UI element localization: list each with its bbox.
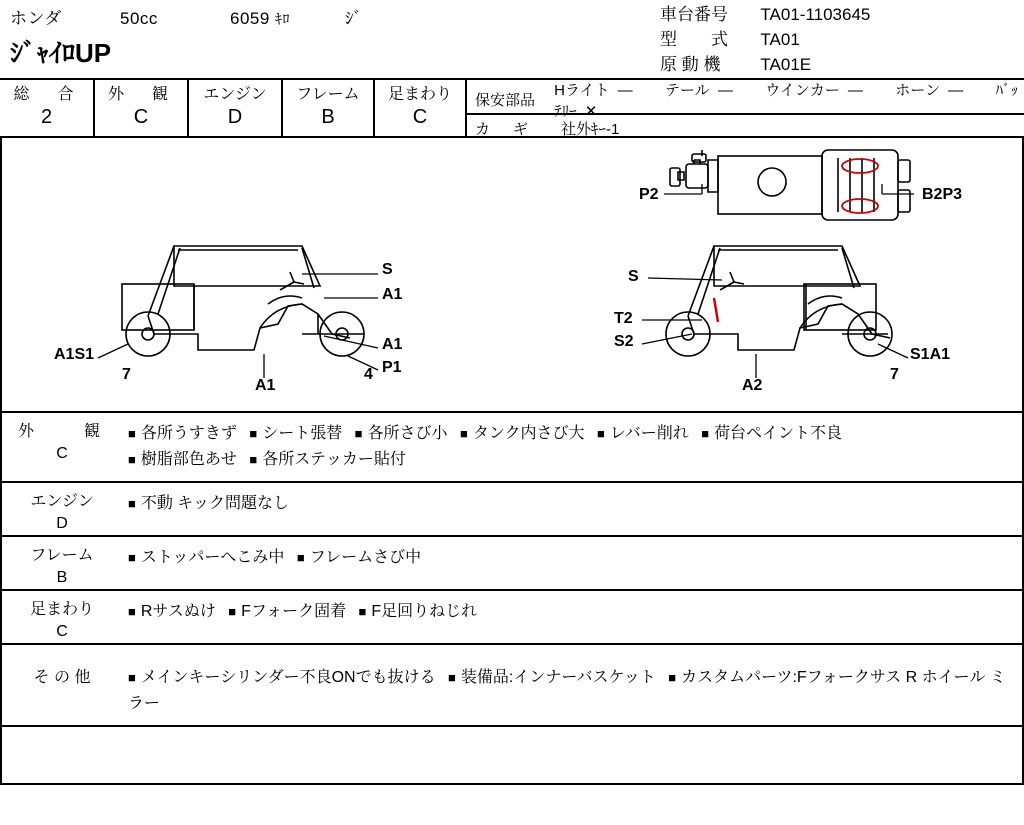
header-right [660, 2, 870, 77]
key-label: カ ギ [475, 121, 533, 138]
remark-item [128, 495, 289, 512]
grade-exterior-value: C [133, 106, 149, 128]
remark-name-frame: フレーム [30, 547, 94, 564]
grade-engine-value: D [227, 106, 243, 128]
safety-item-mark-battery: ✕ [584, 102, 598, 120]
mileage [230, 9, 345, 29]
remark-item-text: レバー削れ [609, 425, 689, 442]
grade-frame-label: フレーム [296, 86, 360, 103]
diagram-svg [2, 138, 1024, 413]
safety-item-mark-winker: ― [847, 81, 863, 99]
safety-parts-cell [467, 80, 1024, 136]
diagram-label-4-left: 4 [364, 366, 373, 383]
safety-item-name-winker: ウインカー [765, 81, 840, 99]
remark-item [128, 451, 237, 468]
remark-name-exterior: 外 観 [17, 423, 106, 440]
remark-item-text: Rサスぬけ [140, 603, 216, 620]
remark-body-other [122, 645, 1022, 725]
type-value: TA01 [760, 30, 800, 49]
chassis-number-row [660, 2, 870, 27]
remark-head-suspension [2, 591, 122, 643]
diagram-label-s-right: S [628, 268, 639, 285]
remark-body-engine [122, 483, 1022, 535]
square-bullet-icon: ■ [701, 426, 710, 441]
remark-item [249, 425, 342, 442]
diagram-label-p2: P2 [639, 186, 659, 203]
remark-row-engine [2, 483, 1022, 537]
diagram-label-p1-left: P1 [382, 359, 402, 376]
square-bullet-icon: ■ [249, 426, 258, 441]
diagram-label-a2: A2 [742, 377, 763, 394]
remark-item [128, 549, 284, 566]
remark-item-text: 各所うすきず [140, 425, 237, 442]
grade-frame-value: B [321, 106, 335, 128]
safety-parts-label: 保安部品 [475, 92, 536, 109]
header-left [10, 0, 650, 70]
engine-value: TA01E [760, 55, 812, 74]
mileage-unit: ｷﾛ [275, 11, 291, 27]
grade-suspension-value: C [412, 106, 428, 128]
remark-item [359, 603, 478, 620]
header-vehicle-summary [10, 0, 650, 29]
damage-diagram [0, 138, 1024, 413]
grade-frame [283, 80, 375, 136]
chassis-number-label: 車台番号 [660, 5, 728, 24]
grade-total [0, 80, 95, 136]
remark-row-other [2, 645, 1022, 727]
diagram-label-7-left: 7 [122, 366, 131, 383]
square-bullet-icon: ■ [128, 426, 136, 441]
remark-item [128, 425, 237, 442]
diagram-label-s1a1: S1A1 [910, 346, 951, 363]
plan-view-leader-lines [664, 184, 914, 194]
grade-engine-label: エンジン [203, 86, 267, 103]
remark-body-exterior [122, 413, 1022, 481]
remark-item-text: フレームさび中 [309, 549, 422, 566]
remark-item-text: タンク内さび大 [472, 425, 585, 442]
safety-item-name-battery: ﾊﾞｯﾃﾘｰ [554, 81, 1018, 120]
remark-head-engine [2, 483, 122, 535]
remark-grade-frame: B [56, 569, 68, 586]
remark-item-text: シート張替 [262, 425, 343, 442]
chassis-number-value: TA01-1103645 [760, 5, 871, 24]
remark-row-exterior [2, 413, 1022, 483]
remark-item [355, 425, 448, 442]
safety-item-name-horn: ホーン [895, 81, 940, 99]
mileage-value: 6059 [230, 9, 270, 28]
remark-item-text: F足回りねじれ [371, 603, 478, 620]
diagram-label-s-left: S [382, 261, 393, 278]
remark-row-suspension [2, 591, 1022, 645]
diagram-label-7-right: 7 [890, 366, 899, 383]
square-bullet-icon: ■ [128, 452, 136, 467]
model-name: ｼﾞｬｲﾛUP [10, 38, 112, 68]
remark-item-text: 装備品:インナーバスケット [460, 669, 656, 686]
remark-grade-engine: D [56, 515, 68, 532]
remark-item [128, 603, 216, 620]
square-bullet-icon: ■ [128, 670, 136, 685]
safety-item-mark-horn: ― [948, 81, 964, 99]
displacement: 50cc [120, 9, 158, 28]
remark-item-text: ストッパーへこみ中 [140, 549, 285, 566]
remark-name-suspension: 足まわり [29, 601, 94, 618]
diagram-label-a1-left-1: A1 [382, 286, 403, 303]
grade-suspension-label: 足まわり [387, 86, 452, 103]
square-bullet-icon: ■ [459, 426, 468, 441]
diagram-label-a1-left-3: A1 [255, 377, 276, 394]
type-label: 型 式 [660, 30, 728, 49]
blank-remark-row [2, 727, 1022, 785]
grade-suspension [375, 80, 467, 136]
remark-item-text: Fフォーク固着 [241, 603, 347, 620]
diagram-label-s2: S2 [614, 333, 634, 350]
type-row [660, 27, 870, 52]
remark-item-text: 各所ステッカー貼付 [262, 451, 406, 468]
square-bullet-icon: ■ [128, 604, 136, 619]
remark-row-frame [2, 537, 1022, 591]
remark-head-exterior [2, 413, 122, 481]
remark-item [128, 669, 436, 686]
remark-body-suspension [122, 591, 1022, 643]
square-bullet-icon: ■ [448, 670, 456, 685]
sheet-header [0, 0, 1024, 78]
remark-item-text: 樹脂部色あせ [140, 451, 237, 468]
grade-total-label: 総 合 [13, 86, 80, 103]
square-bullet-icon: ■ [296, 550, 305, 565]
remark-item [448, 669, 656, 686]
left-view-leader-lines [98, 274, 378, 378]
remark-item [249, 451, 406, 468]
square-bullet-icon: ■ [354, 426, 363, 441]
remark-item-text: メインキーシリンダー不良ONでも抜ける [140, 669, 436, 686]
remark-item-text: 荷台ペイント不良 [714, 425, 843, 442]
square-bullet-icon: ■ [358, 604, 367, 619]
remark-item-text: 不動 キック問題なし [140, 495, 289, 512]
grade-engine [189, 80, 283, 136]
remark-grade-suspension: C [56, 623, 68, 640]
remark-name-other: そ の 他 [33, 669, 91, 686]
right-side-view-scooter [666, 246, 892, 356]
safety-item-mark-hlight: ― [617, 81, 633, 99]
diagram-label-a1s1-left: A1S1 [54, 346, 95, 363]
grade-exterior-label: 外 観 [107, 86, 174, 103]
square-bullet-icon: ■ [249, 452, 258, 467]
engine-label: 原 動 機 [660, 55, 721, 74]
remark-item [228, 603, 346, 620]
key-value: 社外ｷｰ-1 [561, 121, 620, 138]
diagram-label-t2: T2 [614, 310, 633, 327]
diagram-label-a1-left-2: A1 [382, 336, 403, 353]
diagram-label-b2p3: B2P3 [922, 186, 963, 203]
square-bullet-icon: ■ [128, 550, 136, 565]
square-bullet-icon: ■ [228, 604, 237, 619]
square-bullet-icon: ■ [668, 670, 677, 685]
plan-view-damage-marks [842, 159, 878, 213]
safety-item-name-tail: テール [664, 81, 710, 99]
grade-total-value: 2 [40, 106, 53, 128]
remark-head-frame [2, 537, 122, 589]
remark-grade-exterior: C [56, 445, 68, 462]
remarks-table [0, 413, 1024, 785]
color-code: ｼﾞ [345, 9, 363, 28]
remark-item [701, 425, 842, 442]
engine-row [660, 52, 870, 77]
remark-item [460, 425, 585, 442]
remark-item-text: 各所さび小 [367, 425, 448, 442]
remark-head-other [2, 645, 122, 725]
remark-name-engine: エンジン [30, 493, 94, 510]
remark-item [297, 549, 421, 566]
remark-item-text: カスタムパーツ:Fフォークサス R ホイール ミラー [128, 669, 1006, 712]
safety-item-name-hlight: Hライト [554, 81, 610, 99]
safety-parts-row [475, 81, 1024, 120]
grade-exterior [95, 80, 189, 136]
safety-item-mark-tail: ― [717, 81, 733, 99]
safety-parts-list [554, 79, 1024, 121]
grade-table [0, 78, 1024, 138]
remark-item [597, 425, 689, 442]
footer-space [0, 785, 1024, 825]
right-view-damage-mark [714, 298, 718, 322]
square-bullet-icon: ■ [128, 496, 136, 511]
square-bullet-icon: ■ [596, 426, 605, 441]
remark-body-frame [122, 537, 1022, 589]
maker-name: ホンダ [10, 9, 62, 28]
left-side-view-scooter [122, 246, 364, 356]
